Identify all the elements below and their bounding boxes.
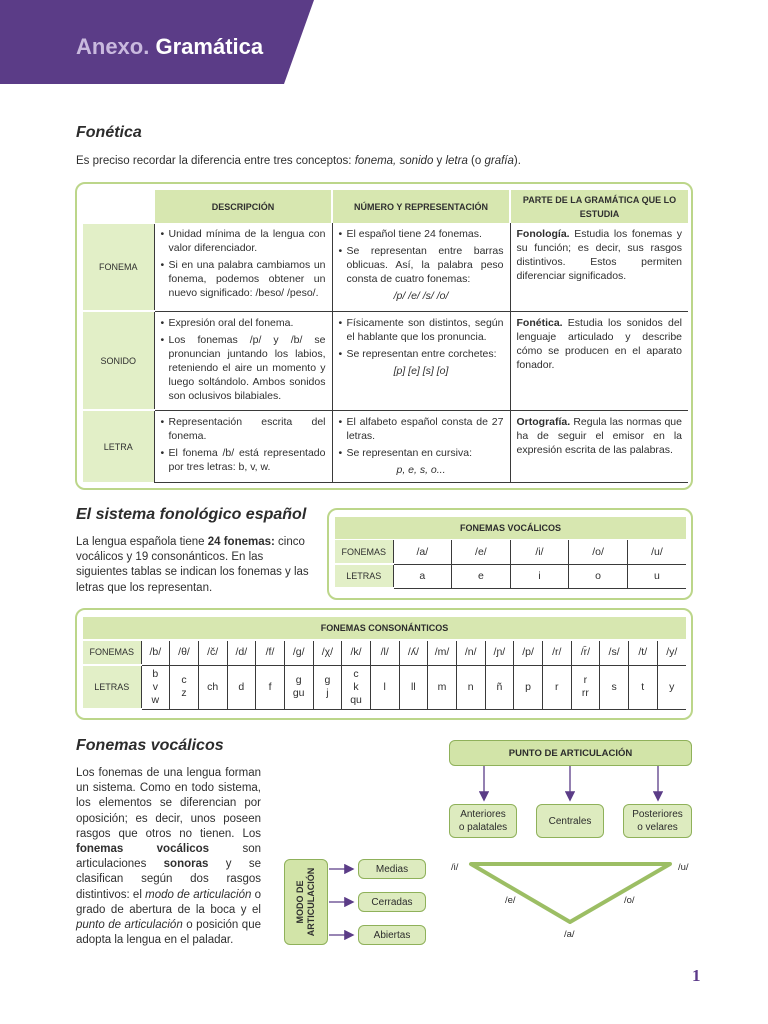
consonante-letra: g gu	[284, 665, 313, 709]
vowel-label-i: /i/	[451, 862, 459, 873]
header-descripcion: DESCRIPCIÓN	[154, 190, 332, 223]
vocal-fonema: /o/	[569, 540, 628, 564]
consonante-fonema: /d/	[227, 641, 256, 665]
consonante-letra: m	[428, 665, 457, 709]
consonante-letra: g j	[313, 665, 342, 709]
consonante-letra: r rr	[571, 665, 600, 709]
vocalicos-label-letras: LETRAS	[335, 564, 393, 588]
vocal-fonema: /u/	[627, 540, 686, 564]
consonante-fonema: /ʎ/	[399, 641, 428, 665]
consonante-letra: p	[514, 665, 543, 709]
consonante-fonema: /χ/	[313, 641, 342, 665]
row-label-sonido: SONIDO	[83, 311, 154, 410]
fonema-descripcion: • Unidad mínima de la lengua con valor diferenciador. • Si en una palabra cambiamos un fonema, podemos obtener un nuevo significado: /beso/ /peso/.	[154, 223, 332, 311]
letra-numero: • El alfabeto español consta de 27 letras. • Se representan en cursiva: p, e, s, o...	[332, 410, 510, 482]
vocal-letra: o	[569, 564, 628, 588]
fonetica-intro: Es preciso recordar la diferencia entre tres conceptos: fonema, sonido y letra (o grafía).	[76, 155, 521, 167]
vocal-letra: i	[510, 564, 569, 588]
consonante-fonema: /g/	[284, 641, 313, 665]
modo-articulacion-box	[284, 859, 328, 945]
punto-articulacion-box: PUNTO DE ARTICULACIÓN	[449, 740, 692, 766]
letra-parte: Ortografía. Regula las normas que ha de seguir el emisor en la expresión escrita de las palabras.	[510, 410, 688, 482]
consonante-fonema: /s/	[600, 641, 629, 665]
consonante-fonema: /f/	[256, 641, 285, 665]
sonido-descripcion: • Expresión oral del fonema. • Los fonemas /p/ y /b/ se pronuncian juntando los labios, reteniendo el aire un momento y luego soltándolo. Ambos sonidos son oclusivos bilabiales.	[154, 311, 332, 410]
row-label-letra: LETRA	[83, 410, 154, 482]
centrales-box: Centrales	[536, 804, 604, 838]
vowel-label-a: /a/	[564, 929, 575, 940]
modo-articulacion-label: MODO DE ARTICULACIÓN	[295, 867, 316, 937]
consonante-letra: ll	[399, 665, 428, 709]
consonante-fonema: /r̄/	[571, 641, 600, 665]
section-title-fonemas-vocalicos: Fonemas vocálicos	[76, 737, 224, 754]
anteriores-box: Anteriores o palatales	[449, 804, 517, 838]
consonante-letra: t	[628, 665, 657, 709]
consonante-letra: r	[542, 665, 571, 709]
vocal-fonema: /i/	[510, 540, 569, 564]
consonante-letra: c z	[170, 665, 199, 709]
consonante-letra: n	[456, 665, 485, 709]
consonante-fonema: /č/	[198, 641, 227, 665]
consonante-fonema: /m/	[428, 641, 457, 665]
consonante-letra: b v w	[141, 665, 170, 709]
consonante-letra: f	[256, 665, 285, 709]
sistema-text: La lengua española tiene 24 fonemas: cinco vocálicos y 19 consonánticos. En las siguientes tablas se indican los fonemas y las letras que los representan.	[76, 536, 309, 594]
consonante-letra: y	[657, 665, 686, 709]
header-numero: NÚMERO Y REPRESENTACIÓN	[332, 190, 510, 223]
consonante-fonema: /k/	[342, 641, 371, 665]
consonante-fonema: /y/	[657, 641, 686, 665]
vowel-triangle	[471, 864, 670, 922]
vocal-letra: a	[393, 564, 452, 588]
section-title-sistema: El sistema fonológico español	[76, 506, 307, 523]
vowel-label-e: /e/	[505, 895, 516, 906]
vocal-letra: e	[452, 564, 511, 588]
sonido-parte: Fonética. Estudia los sonidos del lenguaje articulado y describe cómo se producen en el aparato fonador.	[510, 311, 688, 410]
vocal-fonema: /e/	[452, 540, 511, 564]
consonante-fonema: /l/	[370, 641, 399, 665]
medias-box: Medias	[358, 859, 426, 879]
vocalicos-table-title: FONEMAS VOCÁLICOS	[335, 517, 686, 539]
page-title: Anexo. Gramática	[76, 34, 264, 59]
consonanticos-label-letras: LETRAS	[83, 665, 141, 709]
consonante-fonema: /p/	[514, 641, 543, 665]
consonante-fonema: /ɲ/	[485, 641, 514, 665]
vocal-fonema: /a/	[393, 540, 452, 564]
abiertas-box: Abiertas	[358, 925, 426, 945]
fonema-numero: • El español tiene 24 fonemas. • Se representan entre barras oblicuas. Así, la palabra peso consta de cuatro fonemas: /p/ /e/ /s/ /o/	[332, 223, 510, 311]
fonemas-vocalicos-text: Los fonemas de una lengua forman un sistema. Como en todo sistema, los elementos se diferencian por oposición; es decir, unos poseen rasgos que otros no tienen. Los fonemas vocálicos son articulaciones sonoras y se clasifican según dos rasgos distintivos: el modo de articulación o grado de abertura de la boca y el punto de articulación o posición que adopta la lengua en el paladar.	[76, 767, 262, 947]
vocalicos-label-fonemas: FONEMAS	[335, 540, 393, 564]
page-number: 1	[692, 966, 701, 985]
consonante-fonema: /θ/	[170, 641, 199, 665]
vocal-letra: u	[627, 564, 686, 588]
cerradas-box: Cerradas	[358, 892, 426, 912]
posteriores-box: Posteriores o velares	[623, 804, 692, 838]
fonema-parte: Fonología. Estudia los fonemas y su función; es decir, sus rasgos distintivos. Estos permiten diferenciar significados.	[510, 223, 688, 311]
row-label-fonema: FONEMA	[83, 223, 154, 311]
consonante-fonema: /t/	[628, 641, 657, 665]
consonante-letra: ch	[198, 665, 227, 709]
section-title-fonetica: Fonética	[76, 124, 142, 141]
consonante-letra: c k qu	[342, 665, 371, 709]
consonante-fonema: /n/	[456, 641, 485, 665]
vowel-label-u: /u/	[678, 862, 689, 873]
consonanticos-label-fonemas: FONEMAS	[83, 641, 141, 665]
consonante-letra: d	[227, 665, 256, 709]
consonanticos-table-title: FONEMAS CONSONÁNTICOS	[83, 617, 686, 639]
sonido-numero: • Físicamente son distintos, según el hablante que los pronuncia. • Se representan entre corchetes: [p] [e] [s] [o]	[332, 311, 510, 410]
header-parte: PARTE DE LA GRAMÁTICA QUE LO ESTUDIA	[510, 190, 688, 223]
consonante-letra: ñ	[485, 665, 514, 709]
consonante-letra: l	[370, 665, 399, 709]
consonante-letra: s	[600, 665, 629, 709]
consonante-fonema: /r/	[542, 641, 571, 665]
consonante-fonema: /b/	[141, 641, 170, 665]
letra-descripcion: • Representación escrita del fonema. • El fonema /b/ está representado por tres letras: b, v, w.	[154, 410, 332, 482]
vowel-label-o: /o/	[624, 895, 635, 906]
